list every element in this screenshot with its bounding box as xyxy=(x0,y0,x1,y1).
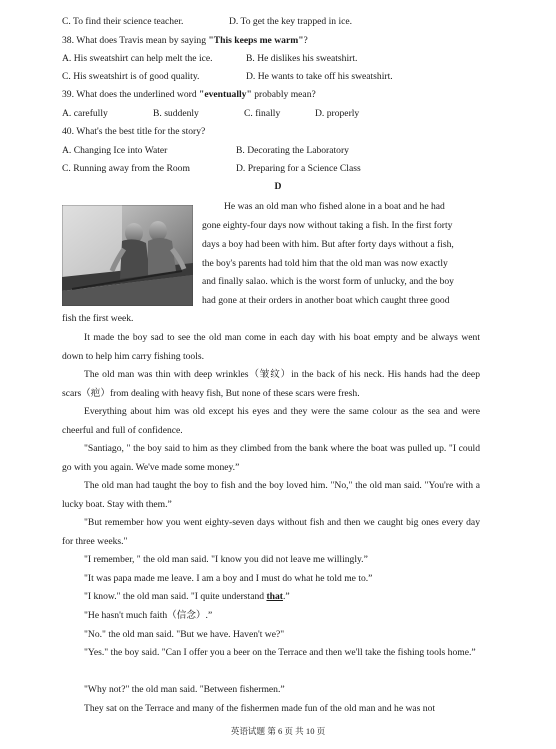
page-footer: 英语试题 第 6 页 共 10 页 xyxy=(230,726,326,736)
q40-option-a: A. Changing Ice into Water xyxy=(62,145,168,156)
passage-photo xyxy=(62,205,193,306)
paragraph-10-text: "I know." the old man said. "I quite understand xyxy=(84,591,267,602)
passage-line-5: and finally salao. which is the worst form of unlucky, and the boy xyxy=(202,276,454,287)
q38-option-c: C. His sweatshirt is of good quality. xyxy=(62,71,200,82)
passage-line-1: He was an old man who fished alone in a boat and he had xyxy=(224,201,445,212)
q38-option-d: D. He wants to take off his sweatshirt. xyxy=(246,71,393,82)
q39-option-a: A. carefully xyxy=(62,108,108,119)
q38-stem-quote: "This keeps me warm" xyxy=(208,35,304,46)
q39-option-c: C. finally xyxy=(244,108,281,119)
q39-stem xyxy=(62,89,316,101)
q39-stem-quote: "eventually" xyxy=(199,89,252,100)
q39-option-d: D. properly xyxy=(315,108,360,119)
q39-stem-end: probably mean? xyxy=(251,89,316,100)
passage-line-2: gone eighty-four days now without taking a fish. In the first forty xyxy=(202,220,453,231)
q38-stem xyxy=(62,35,308,47)
paragraph-11: "He hasn't much faith（信念）.” xyxy=(84,610,213,621)
q40-option-d: D. Preparing for a Science Class xyxy=(236,163,361,174)
paragraph-3: The old man was thin with deep wrinkles（皱纹）in the back of his neck. His hands had the deep scars（疤）from dealing with heavy fish, But none of these scars were fresh. xyxy=(62,369,480,399)
passage-line-4: the boy's parents had told him that the old man was now exactly xyxy=(202,258,448,269)
paragraph-10 xyxy=(84,588,290,607)
paragraph-12: "No." the old man said. "But we have. Haven't we?" xyxy=(84,629,285,640)
q38-stem-text: 38. What does Travis mean by saying xyxy=(62,35,209,46)
paragraph-13: "Yes." the boy said. "Can I offer you a beer on the Terrace and then we'll take the fishing tools home.” xyxy=(84,647,476,658)
paragraph-4: Everything about him was old except his eyes and they were the same colour as the sea and were cheerful and full of confidence. xyxy=(62,406,480,436)
q39-stem-text: 39. What does the underlined word xyxy=(62,89,200,100)
q38-option-b: B. He dislikes his sweatshirt. xyxy=(246,53,358,64)
q38-option-a: A. His sweatshirt can help melt the ice. xyxy=(62,53,213,64)
q38-stem-end: ? xyxy=(303,35,308,46)
paragraph-8: "I remember, " the old man said. "I know you did not leave me willingly.” xyxy=(84,554,368,565)
passage-line-7: fish the first week. xyxy=(62,313,134,324)
q40-stem: 40. What's the best title for the story? xyxy=(62,126,206,137)
underlined-word-that: that xyxy=(266,591,283,602)
paragraph-7: "But remember how you went eighty-seven days without fish and then we caught big ones every day for three weeks." xyxy=(62,517,480,547)
paragraph-2: It made the boy sad to see the old man come in each day with his boat empty and be always went down to help him carry fishing tools. xyxy=(62,332,480,362)
paragraph-10-end: .” xyxy=(282,591,290,602)
passage-line-3: days a boy had been with him. But after forty days without a fish, xyxy=(202,239,454,250)
q40-option-b: B. Decorating the Laboratory xyxy=(236,145,349,156)
paragraph-14: "Why not?" the old man said. "Between fishermen.” xyxy=(84,684,285,695)
q37-option-c: C. To find their science teacher. xyxy=(62,16,184,27)
paragraph-5: "Santiago, " the boy said to him as they climbed from the bank where the boat was pulled up. "I could go with you again. We've made some money.” xyxy=(62,443,480,473)
q40-option-c: C. Running away from the Room xyxy=(62,163,190,174)
q39-option-b: B. suddenly xyxy=(153,108,199,119)
section-heading: D xyxy=(274,181,282,192)
q37-option-d: D. To get the key trapped in ice. xyxy=(229,16,353,27)
paragraph-15: They sat on the Terrace and many of the fishermen made fun of the old man and he was not xyxy=(84,703,436,714)
passage-line-6: had gone at their orders in another boat which caught three good xyxy=(202,295,450,306)
paragraph-9: "It was papa made me leave. I am a boy and I must do what he told me to.” xyxy=(84,573,373,584)
paragraph-6: The old man had taught the boy to fish and the boy loved him. "No," the old man said. "You're with a lucky boat. Stay with them.” xyxy=(62,480,480,510)
